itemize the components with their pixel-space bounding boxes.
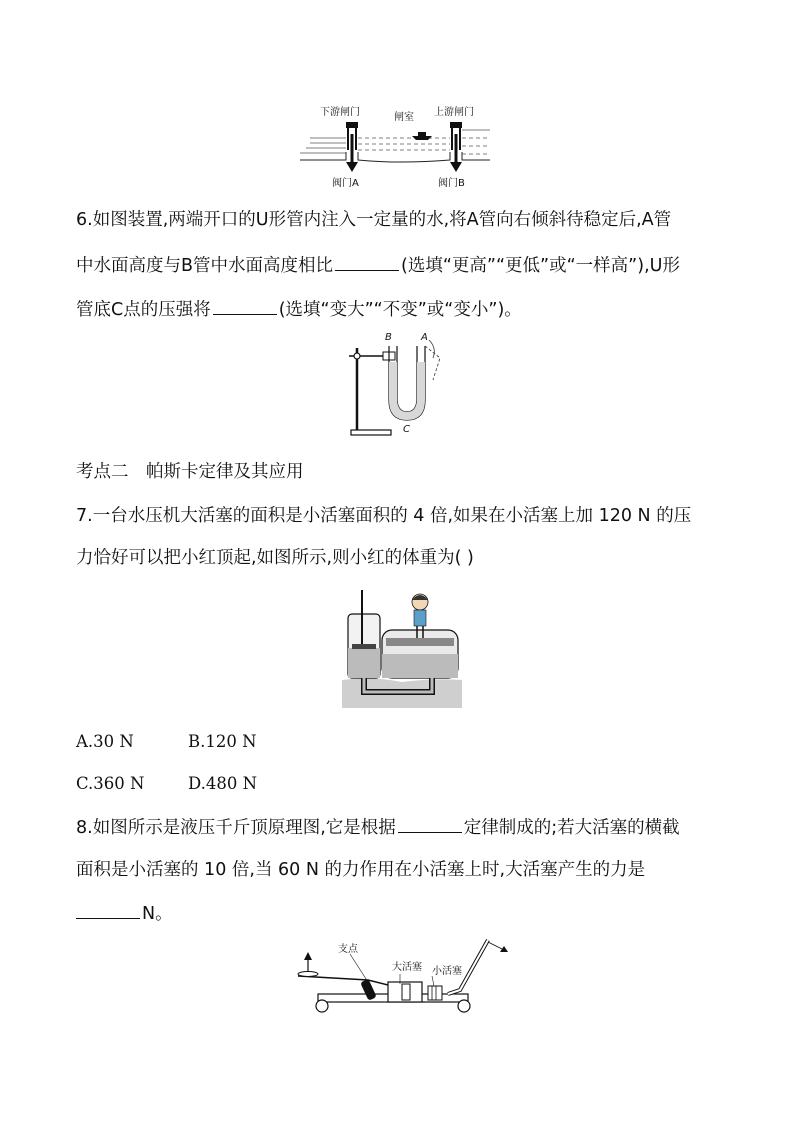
q6-line-1: 6.如图装置,两端开口的U形管内注入一定量的水,将A管向右倾斜待稳定后,A管 [76,210,672,230]
q7-option-c[interactable]: C.360 N [76,774,145,793]
q6-line-2: 中水面高度与B管中水面高度相比 (选填“更高”“更低”或“一样高”),U形 [76,256,680,276]
ship-lock-figure [300,100,500,190]
section-2-title: 考点二 帕斯卡定律及其应用 [76,462,304,482]
tube-b-label: B [385,332,392,343]
downstream-gate-label: 下游闸门 [320,107,360,118]
q8-blank-1[interactable] [398,818,462,833]
q7-line-2: 力恰好可以把小红顶起,如图所示,则小红的体重为( ) [76,548,474,568]
big-piston-label: 大活塞 [392,962,422,973]
lock-chamber-label: 闸室 [394,112,414,123]
q6-blank-2[interactable] [213,300,277,315]
q7-option-a[interactable]: A.30 N [76,732,134,751]
fulcrum-label: 支点 [338,944,358,955]
q7-option-b[interactable]: B.120 N [188,732,257,751]
hydraulic-jack-figure [288,934,518,1020]
valve-b-label: 阀门B [438,178,465,189]
small-piston-label: 小活塞 [432,966,462,977]
upstream-gate-label: 上游闸门 [434,107,474,118]
q7-line-1: 7.一台水压机大活塞的面积是小活塞面积的 4 倍,如果在小活塞上加 120 N 的压 [76,506,692,526]
point-c-label: C [403,424,410,435]
hydraulic-press-figure [342,588,462,708]
tube-a-label: A [421,332,428,343]
q8-blank-2[interactable] [76,904,140,919]
q7-option-d[interactable]: D.480 N [188,774,258,793]
q8-line-2: 面积是小活塞的 10 倍,当 60 N 的力作用在小活塞上时,大活塞产生的力是 [76,860,646,880]
q6-blank-1[interactable] [335,256,399,271]
q6-line-3: 管底C点的压强将 (选填“变大”“不变”或“变小”)。 [76,300,522,320]
q8-line-3: N。 [76,902,173,926]
valve-a-label: 阀门A [332,178,359,189]
q8-line-1: 8.如图所示是液压千斤顶原理图,它是根据 定律制成的;若大活塞的横截 [76,818,680,838]
u-tube-figure [345,328,455,440]
